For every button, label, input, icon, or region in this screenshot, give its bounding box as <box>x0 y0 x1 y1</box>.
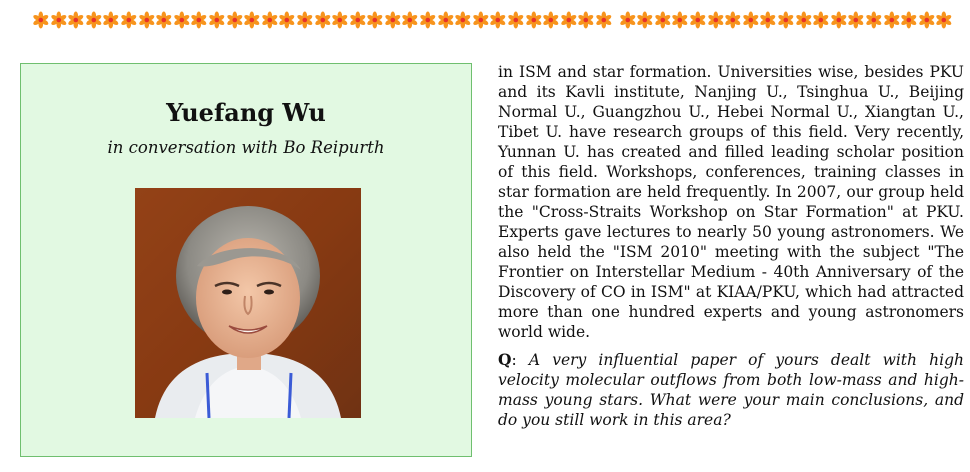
flower-icon <box>777 6 795 34</box>
flower-icon <box>812 6 830 34</box>
flower-icon <box>560 6 578 34</box>
flower-icon <box>472 6 490 34</box>
flower-icon <box>636 6 654 34</box>
flower-icon <box>795 6 813 34</box>
flower-icon <box>759 6 777 34</box>
flower-icon <box>577 6 595 34</box>
profile-subtitle: in conversation with Bo Reipurth <box>107 138 385 157</box>
flower-icon <box>296 6 314 34</box>
flower-icon <box>830 6 848 34</box>
profile-name: Yuefang Wu <box>166 98 326 127</box>
question-separator: : <box>511 351 529 369</box>
flower-icon <box>847 6 865 34</box>
flower-icon <box>67 6 85 34</box>
flower-icon <box>190 6 208 34</box>
flower-icon <box>261 6 279 34</box>
flower-icon <box>671 6 689 34</box>
flower-icon <box>654 6 672 34</box>
flower-icon <box>724 6 742 34</box>
flower-icon <box>384 6 402 34</box>
flower-border <box>32 5 953 35</box>
flower-icon <box>50 6 68 34</box>
flower-icon <box>595 6 613 34</box>
flower-icon <box>900 6 918 34</box>
flower-icon <box>401 6 419 34</box>
question-paragraph <box>498 350 964 430</box>
flower-icon <box>689 6 707 34</box>
flower-icon <box>525 6 543 34</box>
flower-icon <box>32 6 50 34</box>
flower-icon <box>437 6 455 34</box>
flower-icon <box>489 6 507 34</box>
portrait-photo <box>135 188 361 418</box>
article-column <box>498 62 964 430</box>
flower-icon <box>102 6 120 34</box>
flower-icon <box>935 6 953 34</box>
flower-icon <box>155 6 173 34</box>
flower-icon <box>419 6 437 34</box>
question-text: A very influential paper of yours dealt with high velocity molecular outflows from both low-mass and high-mass young stars. What were your main conclusions, and do you still work in this area? <box>498 351 964 429</box>
flower-icon <box>173 6 191 34</box>
flower-icon <box>707 6 725 34</box>
portrait-illustration <box>135 188 361 418</box>
flower-icon <box>226 6 244 34</box>
profile-card <box>20 63 472 457</box>
flower-icon <box>507 6 525 34</box>
flower-icon <box>331 6 349 34</box>
flower-icon <box>138 6 156 34</box>
article-paragraph: in ISM and star formation. Universities wise, besides PKU and its Kavli institute, Nanjing U., Tsinghua U., Beijing Normal U., Guangzhou U., Hebei Normal U., Xiangtan U., Tibet U. have research groups of this field. Very recently, Yunnan U. has created and filled leading scholar position of this field. Workshops, conferences, training classes in star formation are held frequently. In 2007, our group held the "Cross-Straits Workshop on Star Formation" at PKU. Experts gave lectures to nearly 50 young astronomers. We also held the "ISM 2010" meeting with the subject "The Frontier on Interstellar Medium - 40th Anniversary of the Discovery of CO in ISM" at KIAA/PKU, which had attracted more than one hundred experts and young astronomers world wide. <box>498 63 964 341</box>
flower-icon <box>120 6 138 34</box>
flower-icon <box>349 6 367 34</box>
flower-icon <box>278 6 296 34</box>
flower-icon <box>542 6 560 34</box>
flower-icon <box>314 6 332 34</box>
flower-icon <box>243 6 261 34</box>
flower-icon <box>208 6 226 34</box>
flower-icon <box>883 6 901 34</box>
flower-icon <box>918 6 936 34</box>
flower-icon <box>454 6 472 34</box>
question-label: Q <box>498 350 512 369</box>
flower-icon <box>865 6 883 34</box>
flower-icon <box>742 6 760 34</box>
flower-icon <box>85 6 103 34</box>
flower-icon <box>619 6 637 34</box>
flower-icon <box>366 6 384 34</box>
